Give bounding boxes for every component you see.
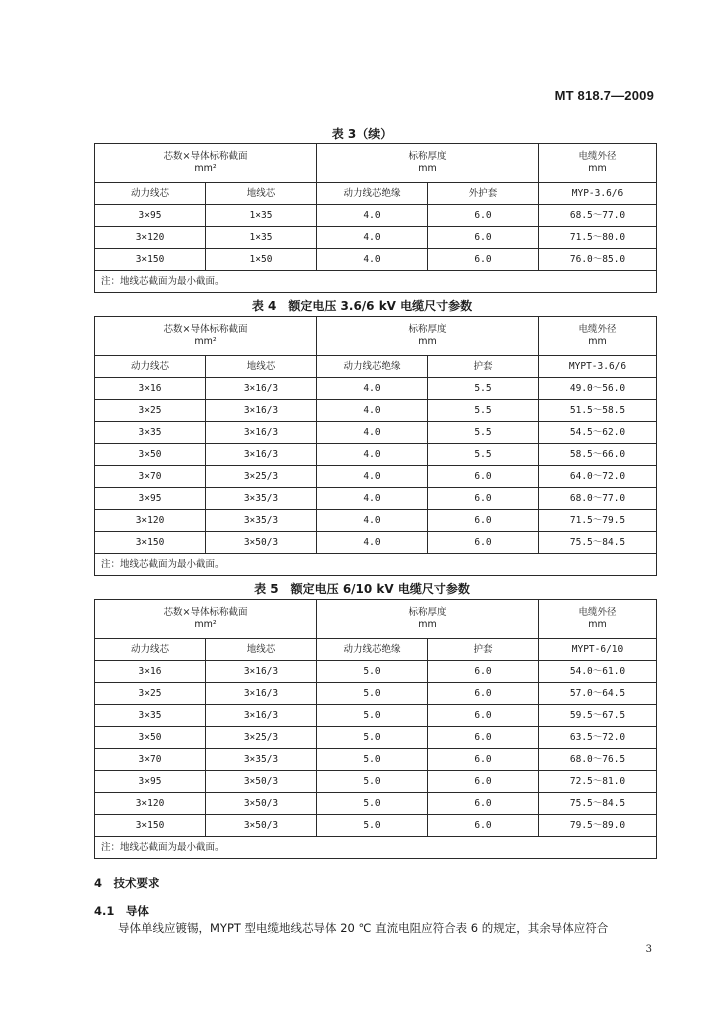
page-number: 3: [645, 944, 652, 955]
section-4-1-paragraph: 导体单线应镀锡，MYPT 型电缆地线芯导体 20 ℃ 直流电阻应符合表 6 的规定，其余导体应符合: [118, 921, 609, 935]
subheader-row: 动力线芯 地线芯 动力线芯绝缘 护套 MYPT-3.6/6: [95, 356, 657, 378]
section-header: 芯数×导体标称截面 mm²: [95, 600, 317, 639]
table-3-caption: 表 3（续）: [331, 127, 393, 141]
table-row: 3×16 3×16/3 5.0 6.0 54.0～61.0: [95, 661, 657, 683]
table-row: 3×35 3×16/3 4.0 5.5 54.5～62.0: [95, 422, 657, 444]
table-row: 3×25 3×16/3 4.0 5.5 51.5～58.5: [95, 400, 657, 422]
table-row: 3×50 3×25/3 5.0 6.0 63.5～72.0: [95, 727, 657, 749]
table-row: 3×50 3×16/3 4.0 5.5 58.5～66.0: [95, 444, 657, 466]
note-row: 注：地线芯截面为最小截面。: [95, 837, 657, 859]
table-row: 3×120 3×35/3 4.0 6.0 71.5～79.5: [95, 510, 657, 532]
table-row: 3×150 3×50/3 5.0 6.0 79.5～89.0: [95, 815, 657, 837]
table-row: 3×150 1×50 4.0 6.0 76.0～85.0: [95, 249, 657, 271]
table-4-caption: 表 4 额定电压 3.6/6 kV 电缆尺寸参数: [251, 299, 473, 313]
table-row: 3×70 3×25/3 4.0 6.0 64.0～72.0: [95, 466, 657, 488]
diameter-header: 电缆外径 mm: [539, 144, 657, 183]
section-4-1-heading: 4.1 导体: [94, 904, 149, 918]
table-5-caption: 表 5 额定电压 6/10 kV 电缆尺寸参数: [254, 582, 470, 596]
table-row: 3×120 3×50/3 5.0 6.0 75.5～84.5: [95, 793, 657, 815]
table-4: [94, 316, 657, 576]
subheader-row: 动力线芯 地线芯 动力线芯绝缘 外护套 MYP-3.6/6: [95, 183, 657, 205]
table-row: 3×35 3×16/3 5.0 6.0 59.5～67.5: [95, 705, 657, 727]
table-row: 3×120 1×35 4.0 6.0 71.5～80.0: [95, 227, 657, 249]
thickness-header: 标称厚度 mm: [317, 144, 539, 183]
table-5: [94, 599, 657, 859]
diameter-header: 电缆外径 mm: [539, 317, 657, 356]
section-header: 芯数×导体标称截面 mm²: [95, 317, 317, 356]
section-4-heading: 4 技术要求: [94, 876, 160, 890]
diameter-header: 电缆外径 mm: [539, 600, 657, 639]
thickness-header: 标称厚度 mm: [317, 317, 539, 356]
table-row: 3×95 1×35 4.0 6.0 68.5～77.0: [95, 205, 657, 227]
table-3: [94, 143, 657, 293]
note-row: 注：地线芯截面为最小截面。: [95, 271, 657, 293]
table-row: 3×95 3×35/3 4.0 6.0 68.0～77.0: [95, 488, 657, 510]
standard-number: MT 818.7—2009: [554, 88, 654, 103]
table-row: 3×16 3×16/3 4.0 5.5 49.0～56.0: [95, 378, 657, 400]
thickness-header: 标称厚度 mm: [317, 600, 539, 639]
note-row: 注：地线芯截面为最小截面。: [95, 554, 657, 576]
table-row: 3×150 3×50/3 4.0 6.0 75.5～84.5: [95, 532, 657, 554]
table-row: 3×95 3×50/3 5.0 6.0 72.5～81.0: [95, 771, 657, 793]
section-header: 芯数×导体标称截面 mm²: [95, 144, 317, 183]
table-row: 3×25 3×16/3 5.0 6.0 57.0～64.5: [95, 683, 657, 705]
table-row: 3×70 3×35/3 5.0 6.0 68.0～76.5: [95, 749, 657, 771]
subheader-row: 动力线芯 地线芯 动力线芯绝缘 护套 MYPT-6/10: [95, 639, 657, 661]
